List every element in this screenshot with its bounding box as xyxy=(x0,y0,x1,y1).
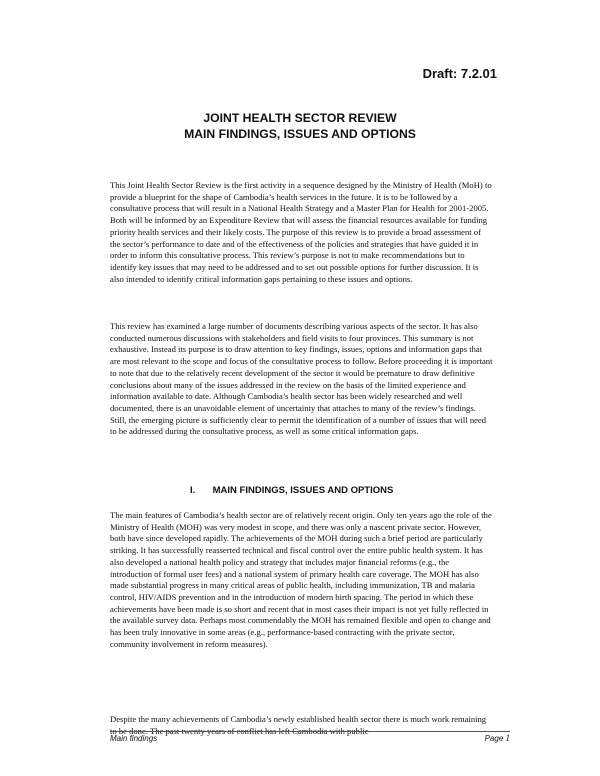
draft-label: Draft: 7.2.01 xyxy=(422,66,497,81)
intro-paragraph-2: This review has examined a large number of documents describing various aspects of the sector. It has also conducted numerous discussions with stakeholders and field visits to four provinces. This summary is not exhaustive. Instead its purpose is to draw attention to key findings, issues, options and information gaps that are most relevant to the scope and focus of the consultative process to follow. Before proceeding it is important to note that due to the relatively recent development of the sector it would be premature to draw definitive conclusions about many of the issues addressed in the review on the basis of the limited experience and information available to date. Although Cambodia’s health sector has been widely researched and well documented, there is an unavoidable element of uncertainty that attaches to many of the review’s findings. Still, the emerging picture is sufficiently clear to permit the identification of a number of issues that will need to be addressed during the consultative process, as well as some critical information gaps. xyxy=(110,321,493,437)
section-heading xyxy=(190,485,393,496)
section-title: MAIN FINDINGS, ISSUES AND OPTIONS xyxy=(212,485,394,496)
page-label: Page xyxy=(484,734,504,743)
title-line-2: MAIN FINDINGS, ISSUES AND OPTIONS xyxy=(184,127,416,141)
footer-page-indicator xyxy=(485,733,510,743)
footer-divider xyxy=(110,731,510,732)
document-title xyxy=(0,110,600,142)
section-number: I. xyxy=(190,485,196,496)
section-paragraph-1: The main features of Cambodia’s health sector are of relatively recent origin. Only ten years ago the role of the Ministry of Health (MOH) was very modest in scope, and there was only a nascent private sector. However, both have since developed rapidly. The achievements of the MOH during such a brief period are particularly striking. It has successfully reasserted technical and fiscal control over the entire public health system. It has also developed a national health policy and strategy that includes major financial reforms (e.g., the introduction of formal user fees) and a national system of primary health care coverage. The MOH has also made substantial progress in many critical areas of public health, including immunization, TB and malaria control, HIV/AIDS prevention and in the introduction of modern birth spacing. The period in which these achievements have been made is so short and recent that in most cases their impact is not yet fully reflected in the available survey data. Perhaps most commendably the MOH has remained flexible and open to change and has been truly innovative in some areas (e.g., performance-based contracting with the private sector, community involvement in reform measures). xyxy=(110,510,492,649)
footer-section-label: Main findings xyxy=(110,734,158,743)
page-number: 1 xyxy=(505,733,510,743)
intro-paragraph-1: This Joint Health Sector Review is the first activity in a sequence designed by the Ministry of Health (MoH) to provide a blueprint for the shape of Cambodia’s health services in the future. It is to be followed by a consultative process that will result in a National Health Strategy and a Master Plan for Health for 2001-2005. Both will be informed by an Expenditure Review that will assess the financial resources available for funding priority health services and their likely costs. The purpose of this review is to provide a broad assessment of the sector’s performance to date and of the effectiveness of the policies and strategies that have guided it in order to inform this consultative process. This review’s purpose is not to make recommendations but to identify key issues that may need to be addressed and to set out possible options for further discussion. It is also intended to identify critical information gaps pertaining to these issues and options. xyxy=(110,180,492,284)
title-line-1: JOINT HEALTH SECTOR REVIEW xyxy=(203,111,397,125)
section-paragraph-2: Despite the many achievements of Cambodia’s newly established health sector there is much work remaining to be done. The past twenty years of conflict has left Cambodia with public xyxy=(110,714,487,736)
